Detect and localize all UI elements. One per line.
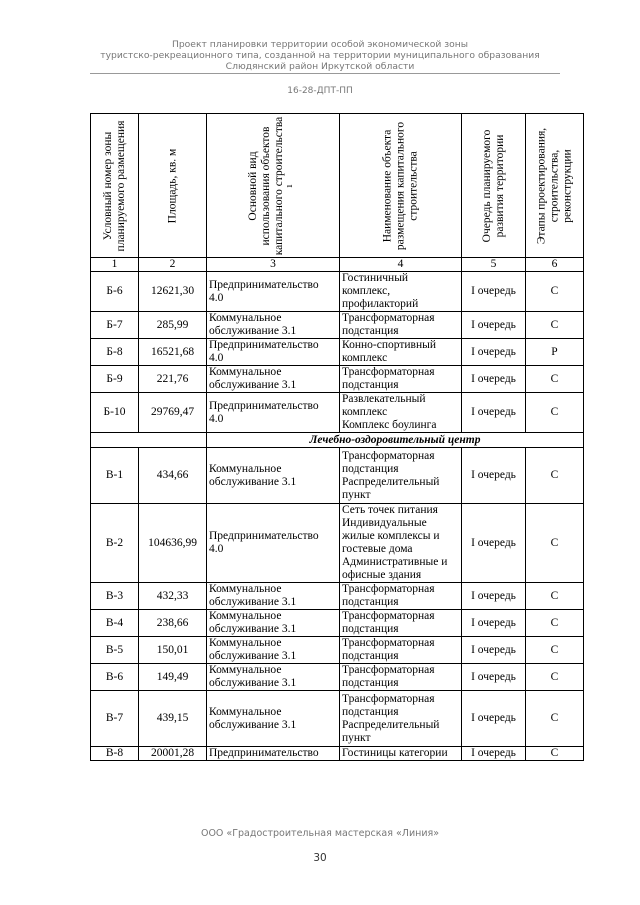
use-cell [207,366,340,393]
stage-cell: С [526,637,584,664]
column-header: Наименование объекта размещения капитального строительства [381,121,419,250]
header-line-2: туристско-рекреационного типа, созданной на территории муниципального образования [100,50,540,61]
use-cell [207,583,340,610]
use-cell [207,691,340,747]
object-name-cell [340,393,462,433]
queue-cell: I очередь [462,664,526,691]
object-name-cell-line: подстанция [342,650,399,662]
table-row [91,393,584,433]
object-name-cell [340,504,462,583]
object-name-cell [340,691,462,747]
queue-cell: I очередь [462,339,526,366]
object-name-cell-line: подстанция [342,596,399,608]
table-row [91,272,584,312]
zone-id-cell: Б-8 [91,339,139,366]
column-number: 3 [207,258,340,272]
zone-id-cell: В-1 [91,448,139,504]
queue-cell: I очередь [462,393,526,433]
use-cell [207,637,340,664]
stage-cell: С [526,664,584,691]
area-cell: 285,99 [139,312,207,339]
area-cell: 238,66 [139,610,207,637]
table-header-row [91,114,584,258]
use-cell-line: 4.0 [209,412,224,425]
use-cell-line: Предпринимательство [209,278,319,291]
table-row [91,448,584,504]
queue-cell: I очередь [462,583,526,610]
stage-cell: С [526,504,584,583]
object-name-cell-line: офисные здания [342,569,422,581]
header-line-3: Слюдянский район Иркутской области [225,61,415,72]
column-header: Площадь, кв. м [166,148,178,223]
stage-cell: С [526,448,584,504]
use-cell-line: 4.0 [209,291,224,304]
area-cell: 221,76 [139,366,207,393]
use-cell [207,747,340,761]
object-name-cell-line: Трансформаторная [342,637,435,649]
object-name-cell-line: Трансформаторная [342,664,435,676]
zone-id-cell: Б-10 [91,393,139,433]
table-row [91,637,584,664]
stage-cell: С [526,366,584,393]
object-name-cell [340,448,462,504]
object-name-cell [340,312,462,339]
object-name-cell-line: подстанция [342,462,399,475]
area-cell: 29769,47 [139,393,207,433]
use-cell-line: Предпринимательство [209,747,319,759]
object-name-cell-line: подстанция [342,325,399,337]
queue-cell: I очередь [462,610,526,637]
area-cell: 439,15 [139,691,207,747]
object-name-cell-line: подстанция [342,677,399,689]
use-cell-line: Коммунальное [209,462,282,475]
object-name-cell-line: комплекс [342,406,388,418]
queue-cell: I очередь [462,448,526,504]
object-name-cell-line: Административные и [342,556,448,568]
object-name-cell [340,339,462,366]
object-name-cell-line: Трансформаторная [342,583,435,595]
object-name-cell-line: Гостиничный [342,272,409,284]
queue-cell: I очередь [462,504,526,583]
zones-table [90,113,584,761]
use-cell-line: обслуживание 3.1 [209,475,297,488]
stage-cell: Р [526,339,584,366]
zone-id-cell: В-8 [91,747,139,761]
column-header: Условный номер зоны планируемого размещения [101,120,127,251]
area-cell: 16521,68 [139,339,207,366]
document-code: 16-28-ДПТ-ПП [287,86,353,96]
use-cell-line: Коммунальное [209,705,282,718]
object-name-cell [340,747,462,761]
use-cell-line: 4.0 [209,352,224,364]
column-number: 1 [91,258,139,272]
use-cell-line: обслуживание 3.1 [209,623,297,635]
queue-cell: I очередь [462,272,526,312]
stage-cell: С [526,583,584,610]
table-row [91,664,584,691]
object-name-cell-line: Трансформаторная [342,449,435,462]
object-name-cell-line: Трансформаторная [342,610,435,622]
zone-id-cell: В-7 [91,691,139,747]
object-name-cell-line: пункт [342,488,371,501]
object-name-cell [340,637,462,664]
use-cell-line: Коммунальное [209,583,282,595]
object-name-cell-line: Гостиницы категории [342,747,448,759]
object-name-cell-line: гостевые дома [342,543,413,555]
object-name-cell-line: подстанция [342,623,399,635]
table-row [91,312,584,339]
object-name-cell-line: профилакторий [342,298,419,310]
object-name-cell-line: Трансформаторная [342,312,435,324]
section-row [91,433,584,448]
object-name-cell-line: жилые комплексы и [342,530,440,542]
page-number: 30 [313,852,327,864]
table-row [91,610,584,637]
use-cell [207,448,340,504]
use-cell-line: Коммунальное [209,610,282,622]
object-name-cell-line: подстанция [342,705,399,718]
use-cell [207,339,340,366]
object-name-cell-line: Трансформаторная [342,692,435,705]
queue-cell: I очередь [462,312,526,339]
section-title: Лечебно-оздоровительный центр [207,433,584,448]
use-cell-line: обслуживание 3.1 [209,596,297,608]
area-cell: 104636,99 [139,504,207,583]
object-name-cell [340,272,462,312]
object-name-cell-line: комплекс [342,352,388,364]
stage-cell: С [526,610,584,637]
zone-id-cell: Б-6 [91,272,139,312]
use-cell [207,272,340,312]
queue-cell: I очередь [462,366,526,393]
zone-id-cell: В-5 [91,637,139,664]
use-cell-line: Коммунальное [209,312,282,324]
queue-cell: I очередь [462,637,526,664]
use-cell-line: 4.0 [209,543,224,555]
object-name-cell-line: Конно-спортивный [342,339,436,351]
object-name-cell [340,366,462,393]
object-name-cell-line: пункт [342,731,371,744]
object-name-cell-line: подстанция [342,379,399,391]
use-cell-line: Коммунальное [209,664,282,676]
header-line-1: Проект планировки территории особой экономической зоны [171,39,469,50]
use-cell-line: Коммунальное [209,366,282,378]
column-number: 5 [462,258,526,272]
section-blank-cell [91,433,207,448]
zone-id-cell: В-3 [91,583,139,610]
area-cell: 12621,30 [139,272,207,312]
object-name-cell [340,610,462,637]
use-cell-line: обслуживание 3.1 [209,379,297,391]
zone-id-cell: В-6 [91,664,139,691]
column-header: Этапы проектирования, строительства, реконструкции [535,127,573,244]
zone-id-cell: Б-9 [91,366,139,393]
footer-company: ООО «Градостроительная мастерская «Линия» [200,828,440,839]
use-cell [207,664,340,691]
object-name-cell [340,664,462,691]
column-number: 4 [340,258,462,272]
zone-id-cell: В-4 [91,610,139,637]
table-row [91,747,584,761]
object-name-cell-line: Сеть точек питания [342,504,438,516]
object-name-cell-line: Комплекс боулинга [342,419,437,431]
use-cell-line: обслуживание 3.1 [209,677,297,689]
object-name-cell-line: Распределительный [342,475,440,488]
object-name-cell-line: комплекс, [342,285,391,297]
stage-cell: С [526,747,584,761]
use-cell-line: Коммунальное [209,637,282,649]
object-name-cell-line: Распределительный [342,718,440,731]
use-cell-line: Предпринимательство [209,530,319,542]
area-cell: 149,49 [139,664,207,691]
stage-cell: С [526,691,584,747]
column-number: 2 [139,258,207,272]
use-cell-line: обслуживание 3.1 [209,718,297,731]
table-row [91,339,584,366]
stage-cell: С [526,312,584,339]
queue-cell: I очередь [462,747,526,761]
table-row [91,366,584,393]
use-cell [207,312,340,339]
use-cell [207,504,340,583]
header-divider [90,73,560,74]
use-cell-line: обслуживание 3.1 [209,650,297,662]
object-name-cell-line: Трансформаторная [342,366,435,378]
use-cell [207,610,340,637]
column-number: 6 [526,258,584,272]
use-cell-line: Предпринимательство [209,399,319,412]
use-cell-line: обслуживание 3.1 [209,325,297,337]
area-cell: 432,33 [139,583,207,610]
object-name-cell [340,583,462,610]
object-name-cell-line: Развлекательный [342,393,426,405]
zone-id-cell: В-2 [91,504,139,583]
table-row [91,583,584,610]
zone-id-cell: Б-7 [91,312,139,339]
table-row [91,504,584,583]
area-cell: 150,01 [139,637,207,664]
area-cell: 20001,28 [139,747,207,761]
column-header: Основной вид использования объектов капитального строительства ¹ [247,116,298,255]
use-cell-line: Предпринимательство [209,339,319,351]
column-header: Очередь планируемого развития территории [480,129,506,242]
area-cell: 434,66 [139,448,207,504]
stage-cell: С [526,272,584,312]
queue-cell: I очередь [462,691,526,747]
use-cell [207,393,340,433]
object-name-cell-line: Индивидуальные [342,517,427,529]
table-row [91,691,584,747]
stage-cell: С [526,393,584,433]
column-number-row [91,258,584,272]
